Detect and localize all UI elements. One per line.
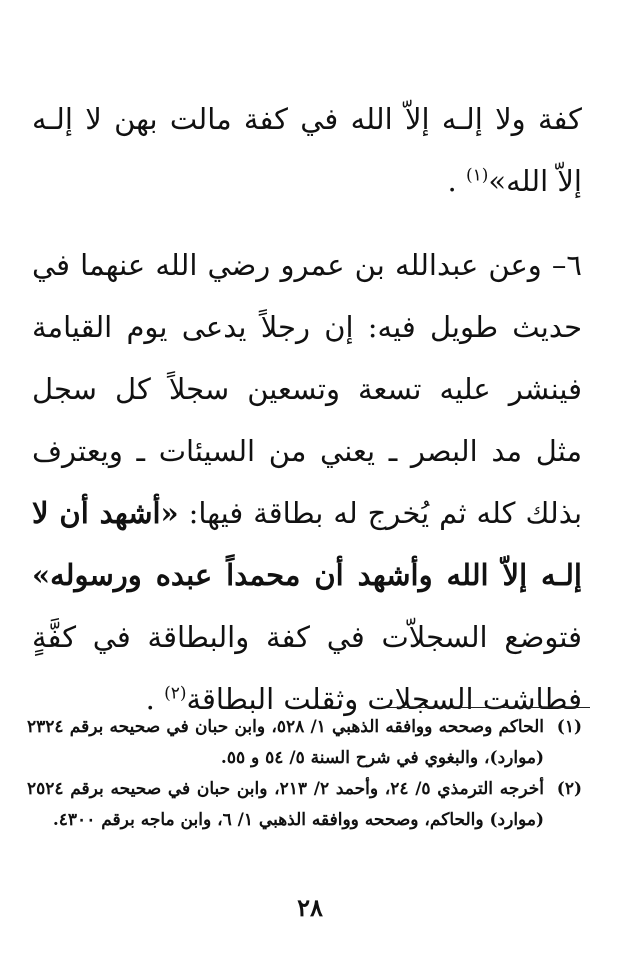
paragraph-2-text-2: فتوضع السجلاّت في كفة والبطاقة في كفَّةٍ فطاشت السجلات وثقلت البطاقة	[32, 620, 582, 716]
paragraph-2-text-1: ٦– وعن عبدالله بن عمرو رضي الله عنهما في حديث طويل فيه: إن رجلاً يدعى يوم القيامة فينشر عليه تسعة وتسعين سجلاً كل سجل مثل مد البصر ـ يعني من السيئات ـ ويعترف بذلك كله ثم يُخرج له بطاقة فيها:	[32, 248, 583, 530]
footnote-ref-1: (١)	[465, 165, 489, 186]
paragraph-1-end: .	[447, 164, 457, 198]
footnote-number: (٢)	[556, 779, 582, 799]
footnote-text: الحاكم وصححه ووافقه الذهبي ١/ ٥٢٨، وابن حبان في صحيحه برقم ٢٣٢٤ (موارد)، والبغوي في شرح السنة ٥/ ٥٤ و ٥٥.	[27, 717, 544, 768]
footnote-separator	[380, 707, 590, 708]
main-text	[32, 88, 582, 730]
paragraph-2	[32, 234, 582, 730]
footnote-1	[27, 712, 582, 774]
shahada-quote: «أشهد أن لا إلـه إلاّ الله وأشهد أن محمداً عبده ورسوله»	[32, 496, 582, 592]
footnotes	[27, 712, 582, 836]
paragraph-1-text: كفة ولا إلـه إلاّ الله في كفة مالت بهن لا إلـه إلاّ الله»	[32, 102, 582, 198]
paragraph-2-end: .	[145, 682, 155, 716]
footnote-text: أخرجه الترمذي ٥/ ٢٤، وأحمد ٢/ ٢١٣، وابن حبان في صحيحه برقم ٢٥٢٤ (موارد) والحاكم، وصححه ووافقه الذهبي ١/ ٦، وابن ماجه برقم ٤٣٠٠.	[27, 779, 544, 830]
footnote-2	[27, 774, 582, 836]
footnote-ref-2: (٢)	[164, 683, 187, 704]
footnote-number: (١)	[556, 717, 582, 737]
paragraph-1	[32, 88, 582, 212]
page-number: ٢٨	[297, 893, 323, 922]
